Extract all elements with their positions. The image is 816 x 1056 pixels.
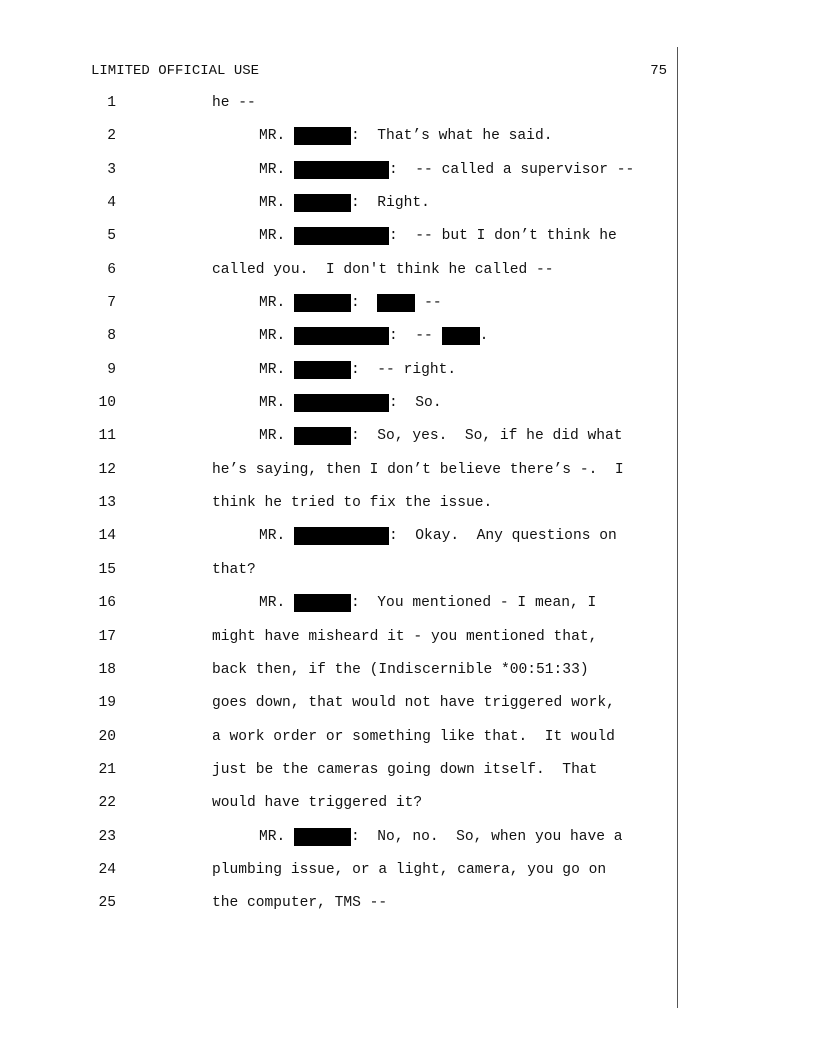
line-text	[259, 527, 617, 545]
line-text	[259, 394, 442, 412]
text-segment: he --	[212, 95, 256, 111]
line-number: 16	[98, 595, 116, 612]
line-number: 8	[107, 328, 116, 345]
line-number: 4	[107, 195, 116, 212]
line-number: 17	[98, 628, 116, 645]
line-text	[259, 327, 488, 345]
line-text	[212, 894, 387, 912]
redaction-block	[294, 327, 389, 345]
redaction-block	[294, 161, 389, 179]
line-text	[212, 461, 624, 479]
text-segment: goes down, that would not have triggered work,	[212, 695, 615, 712]
line-text	[259, 194, 430, 212]
text-segment: called you. I don't think he called --	[212, 261, 554, 278]
transcript-line	[0, 728, 816, 761]
text-segment: MR.	[259, 428, 295, 445]
transcript-body	[0, 94, 816, 928]
transcript-line	[0, 594, 816, 627]
line-text	[259, 294, 442, 312]
text-segment: : -- right.	[351, 361, 457, 378]
line-number: 25	[98, 895, 116, 912]
line-number: 24	[98, 861, 116, 878]
line-number: 9	[107, 361, 116, 378]
line-number: 5	[107, 228, 116, 245]
line-text	[212, 661, 589, 679]
redaction-block	[294, 527, 389, 545]
text-segment: back then, if the (Indiscernible *00:51:33)	[212, 661, 589, 678]
text-segment: : -- called a supervisor --	[389, 161, 635, 178]
text-segment: --	[415, 295, 442, 312]
transcript-line	[0, 561, 816, 594]
text-segment: MR.	[259, 828, 295, 845]
line-text	[212, 628, 597, 646]
redaction-block	[377, 294, 415, 312]
transcript-line	[0, 527, 816, 560]
transcript-line	[0, 194, 816, 227]
text-segment: just be the cameras going down itself. That	[212, 761, 598, 778]
line-text	[259, 227, 617, 245]
text-segment: that?	[212, 561, 256, 578]
text-segment: MR.	[259, 295, 295, 312]
text-segment: : So, yes. So, if he did what	[351, 428, 623, 445]
line-number: 21	[98, 761, 116, 778]
text-segment: MR.	[259, 161, 295, 178]
line-text	[259, 361, 456, 379]
redaction-block	[294, 227, 389, 245]
line-text	[212, 694, 615, 712]
redaction-block	[442, 327, 480, 345]
text-segment: think he tried to fix the issue.	[212, 495, 493, 512]
page-number: 75	[650, 63, 667, 79]
transcript-line	[0, 894, 816, 927]
transcript-line	[0, 661, 816, 694]
line-text	[212, 861, 606, 879]
redaction-block	[294, 194, 351, 212]
redaction-block	[294, 127, 351, 145]
text-segment: : So.	[389, 395, 442, 412]
transcript-line	[0, 694, 816, 727]
text-segment: MR.	[259, 528, 295, 545]
text-segment: :	[351, 295, 378, 312]
transcript-line	[0, 94, 816, 127]
transcript-line	[0, 261, 816, 294]
line-number: 22	[98, 795, 116, 812]
transcript-line	[0, 828, 816, 861]
text-segment: : No, no. So, when you have a	[351, 828, 623, 845]
text-segment: : --	[389, 328, 442, 345]
text-segment: plumbing issue, or a light, camera, you go on	[212, 861, 607, 878]
text-segment: MR.	[259, 361, 295, 378]
text-segment: : Right.	[351, 195, 430, 212]
line-text	[212, 728, 615, 746]
text-segment: might have misheard it - you mentioned that,	[212, 628, 598, 645]
line-number: 7	[107, 295, 116, 312]
text-segment: : That’s what he said.	[351, 128, 553, 145]
text-segment: .	[479, 328, 489, 345]
line-number: 10	[98, 395, 116, 412]
line-text	[212, 794, 422, 812]
line-number: 3	[107, 161, 116, 178]
line-number: 18	[98, 661, 116, 678]
transcript-line	[0, 427, 816, 460]
text-segment: : -- but I don’t think he	[389, 228, 617, 245]
redaction-block	[294, 394, 389, 412]
text-segment: he’s saying, then I don’t believe there’s -. I	[212, 461, 624, 478]
redaction-block	[294, 594, 351, 612]
line-number: 15	[98, 561, 116, 578]
transcript-line	[0, 361, 816, 394]
line-text	[212, 561, 256, 579]
line-number: 14	[98, 528, 116, 545]
line-text	[259, 594, 596, 612]
text-segment: MR.	[259, 228, 295, 245]
transcript-line	[0, 127, 816, 160]
text-segment: a work order or something like that. It would	[212, 728, 615, 745]
line-text	[259, 828, 623, 846]
line-number: 23	[98, 828, 116, 845]
text-segment: MR.	[259, 195, 295, 212]
line-number: 1	[107, 95, 116, 111]
transcript-line	[0, 461, 816, 494]
text-segment: the computer, TMS --	[212, 895, 388, 912]
line-text	[259, 127, 552, 145]
redaction-block	[294, 294, 351, 312]
line-number: 12	[98, 461, 116, 478]
line-number: 6	[107, 261, 116, 278]
text-segment: MR.	[259, 128, 295, 145]
line-number: 13	[98, 495, 116, 512]
classification-header: LIMITED OFFICIAL USE	[91, 63, 260, 79]
transcript-line	[0, 794, 816, 827]
transcript-line	[0, 394, 816, 427]
transcript-line	[0, 294, 816, 327]
text-segment: : You mentioned - I mean, I	[351, 595, 597, 612]
text-segment: MR.	[259, 395, 295, 412]
redaction-block	[294, 361, 351, 379]
line-number: 2	[107, 128, 116, 145]
line-text	[212, 494, 492, 512]
transcript-line	[0, 861, 816, 894]
line-number: 20	[98, 728, 116, 745]
transcript-line	[0, 327, 816, 360]
redaction-block	[294, 427, 351, 445]
line-text	[212, 761, 597, 779]
line-text	[212, 261, 554, 279]
text-segment: MR.	[259, 328, 295, 345]
line-text	[259, 427, 623, 445]
transcript-line	[0, 494, 816, 527]
text-segment: would have triggered it?	[212, 795, 423, 812]
transcript-line	[0, 227, 816, 260]
line-number: 11	[98, 428, 116, 445]
transcript-line	[0, 161, 816, 194]
line-number: 19	[98, 695, 116, 712]
text-segment: MR.	[259, 595, 295, 612]
line-text	[212, 94, 256, 112]
redaction-block	[294, 828, 351, 846]
transcript-line	[0, 628, 816, 661]
transcript-line	[0, 761, 816, 794]
line-text	[259, 161, 634, 179]
text-segment: : Okay. Any questions on	[389, 528, 617, 545]
